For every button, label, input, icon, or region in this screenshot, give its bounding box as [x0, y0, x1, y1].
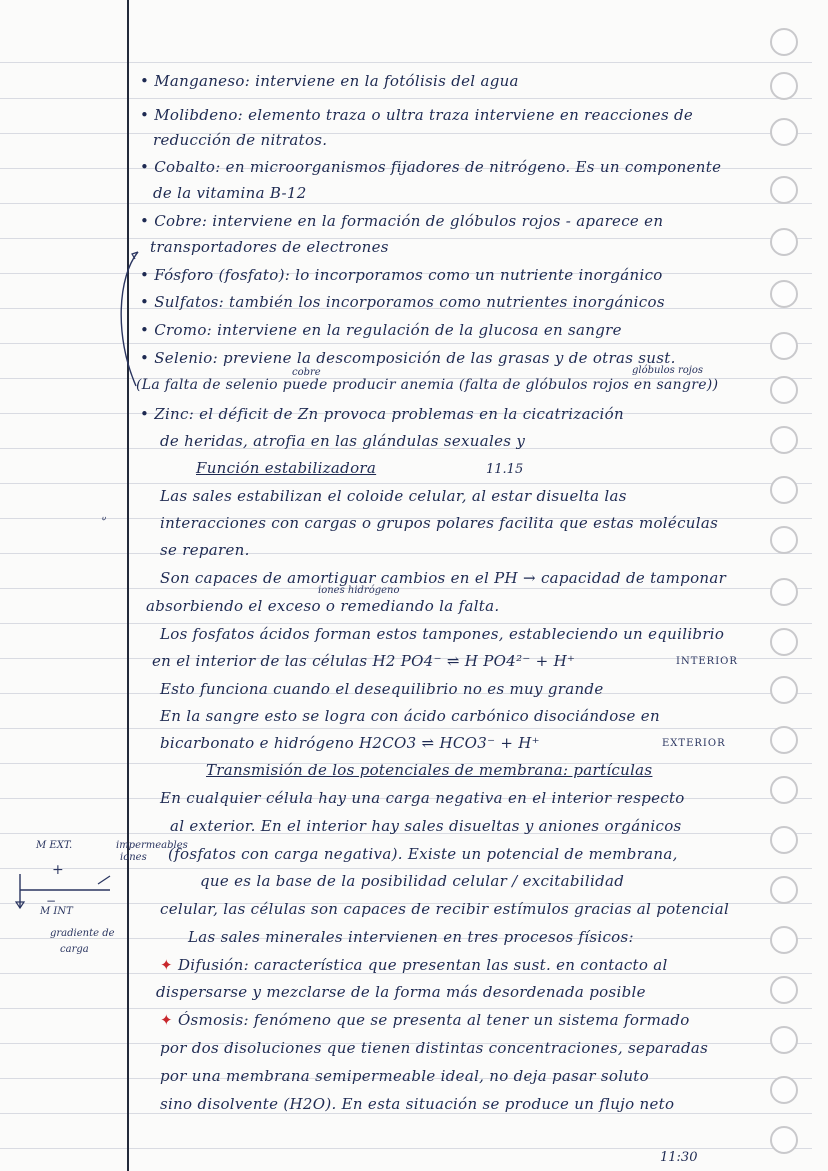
note-line: Son capaces de amortiguar cambios en el PH → capacidad de tamponar: [160, 569, 727, 587]
note-line: Las sales minerales intervienen en tres procesos físicos:: [188, 928, 634, 946]
note-line: • Selenio: previene la descomposición de las grasas y de otras sust.: [140, 349, 676, 367]
time-stamp-top: 11.15: [486, 462, 524, 477]
note-line: de heridas, atrofia en las glándulas sexuales y: [160, 432, 526, 450]
note-line: • Cobre: interviene en la formación de glóbulos rojos - aparece en: [140, 212, 664, 230]
note-line: por dos disoluciones que tienen distintas concentraciones, separadas: [160, 1039, 709, 1057]
note-line: • Molibdeno: elemento traza o ultra traza interviene en reacciones de: [140, 106, 694, 124]
note-line: de la vitamina B-12: [153, 184, 307, 202]
note-line: dispersarse y mezclarse de la forma más desordenada posible: [156, 983, 646, 1001]
note-line: interacciones con cargas o grupos polares facilita que estas moléculas: [160, 514, 719, 532]
definition-line: [160, 1011, 690, 1029]
note-line: que es la base de la posibilidad celular / excitabilidad: [200, 872, 625, 890]
iones-annotation: iones: [120, 852, 147, 863]
note-line: En cualquier célula hay una carga negativa en el interior respecto: [160, 789, 685, 807]
minus-sign: −: [46, 894, 57, 908]
note-line: • Cromo: interviene en la regulación de la glucosa en sangre: [140, 321, 622, 339]
m-int-label: M INT: [40, 906, 73, 917]
section-heading: Función estabilizadora: [196, 459, 377, 477]
time-stamp-bottom: 11:30: [660, 1150, 698, 1165]
note-line: Las sales estabilizan el coloide celular, al estar disuelta las: [160, 487, 627, 505]
note-line: absorbiendo el exceso o remediando la falta.: [146, 597, 500, 615]
note-line: sino disolvente (H2O). En esta situación se produce un flujo neto: [160, 1095, 675, 1113]
star-icon: ✦: [160, 956, 173, 974]
note-line: (fosfatos con carga negativa). Existe un potencial de membrana,: [168, 845, 678, 863]
star-icon: ✦: [160, 1011, 173, 1029]
gradiente-label: gradiente de: [50, 928, 115, 939]
interior-label: INTERIOR: [676, 656, 738, 667]
note-line: • Cobalto: en microorganismos fijadores de nitrógeno. Es un componente: [140, 158, 722, 176]
bracket-arrow: [108, 246, 148, 396]
globulos-annotation: glóbulos rojos: [632, 365, 704, 376]
cobre-annotation: cobre: [292, 367, 321, 378]
note-line: Esto funciona cuando el desequilibrio no es muy grande: [160, 680, 604, 698]
definition-text: Ósmosis: fenómeno que se presenta al tener un sistema formado: [177, 1011, 690, 1029]
note-line: al exterior. En el interior hay sales disueltas y aniones orgánicos: [170, 817, 682, 835]
impermeables-annotation: impermeables: [116, 840, 188, 851]
definition-line: [160, 956, 668, 974]
note-line: se reparen.: [160, 541, 250, 559]
note-line: • Manganeso: interviene en la fotólisis del agua: [140, 72, 519, 90]
note-line: por una membrana semipermeable ideal, no deja pasar soluto: [160, 1067, 649, 1085]
note-line: (La falta de selenio puede producir anemia (falta de glóbulos rojos en sangre)): [136, 377, 719, 393]
section-heading: Transmisión de los potenciales de membrana: partículas: [206, 761, 653, 779]
note-line: • Zinc: el déficit de Zn provoca problemas en la cicatrización: [140, 405, 624, 423]
exterior-label: EXTERIOR: [662, 738, 726, 749]
definition-text: Difusión: característica que presentan las sust. en contacto al: [177, 956, 668, 974]
note-line: en el interior de las células H2 PO4⁻ ⇌ H PO4²⁻ + H⁺: [152, 652, 576, 670]
plus-sign: +: [52, 862, 64, 878]
note-line: • Fósforo (fosfato): lo incorporamos como un nutriente inorgánico: [140, 266, 663, 284]
note-line: reducción de nitratos.: [153, 131, 328, 149]
carga-label: carga: [60, 944, 89, 955]
iones-hidrogeno-annotation: iones hidrógeno: [318, 585, 400, 596]
margin-mark: ᐡ: [100, 514, 105, 528]
margin-line: [127, 0, 129, 1171]
note-line: transportadores de electrones: [150, 238, 389, 256]
note-line: bicarbonato e hidrógeno H2CO3 ⇌ HCO3⁻ + H⁺: [160, 734, 540, 752]
note-line: celular, las células son capaces de recibir estímulos gracias al potencial: [160, 900, 730, 918]
note-line: En la sangre esto se logra con ácido carbónico disociándose en: [160, 707, 660, 725]
note-line: Los fosfatos ácidos forman estos tampones, estableciendo un equilibrio: [160, 625, 725, 643]
m-ext-label: M EXT.: [36, 840, 73, 851]
note-line: • Sulfatos: también los incorporamos como nutrientes inorgánicos: [140, 293, 665, 311]
